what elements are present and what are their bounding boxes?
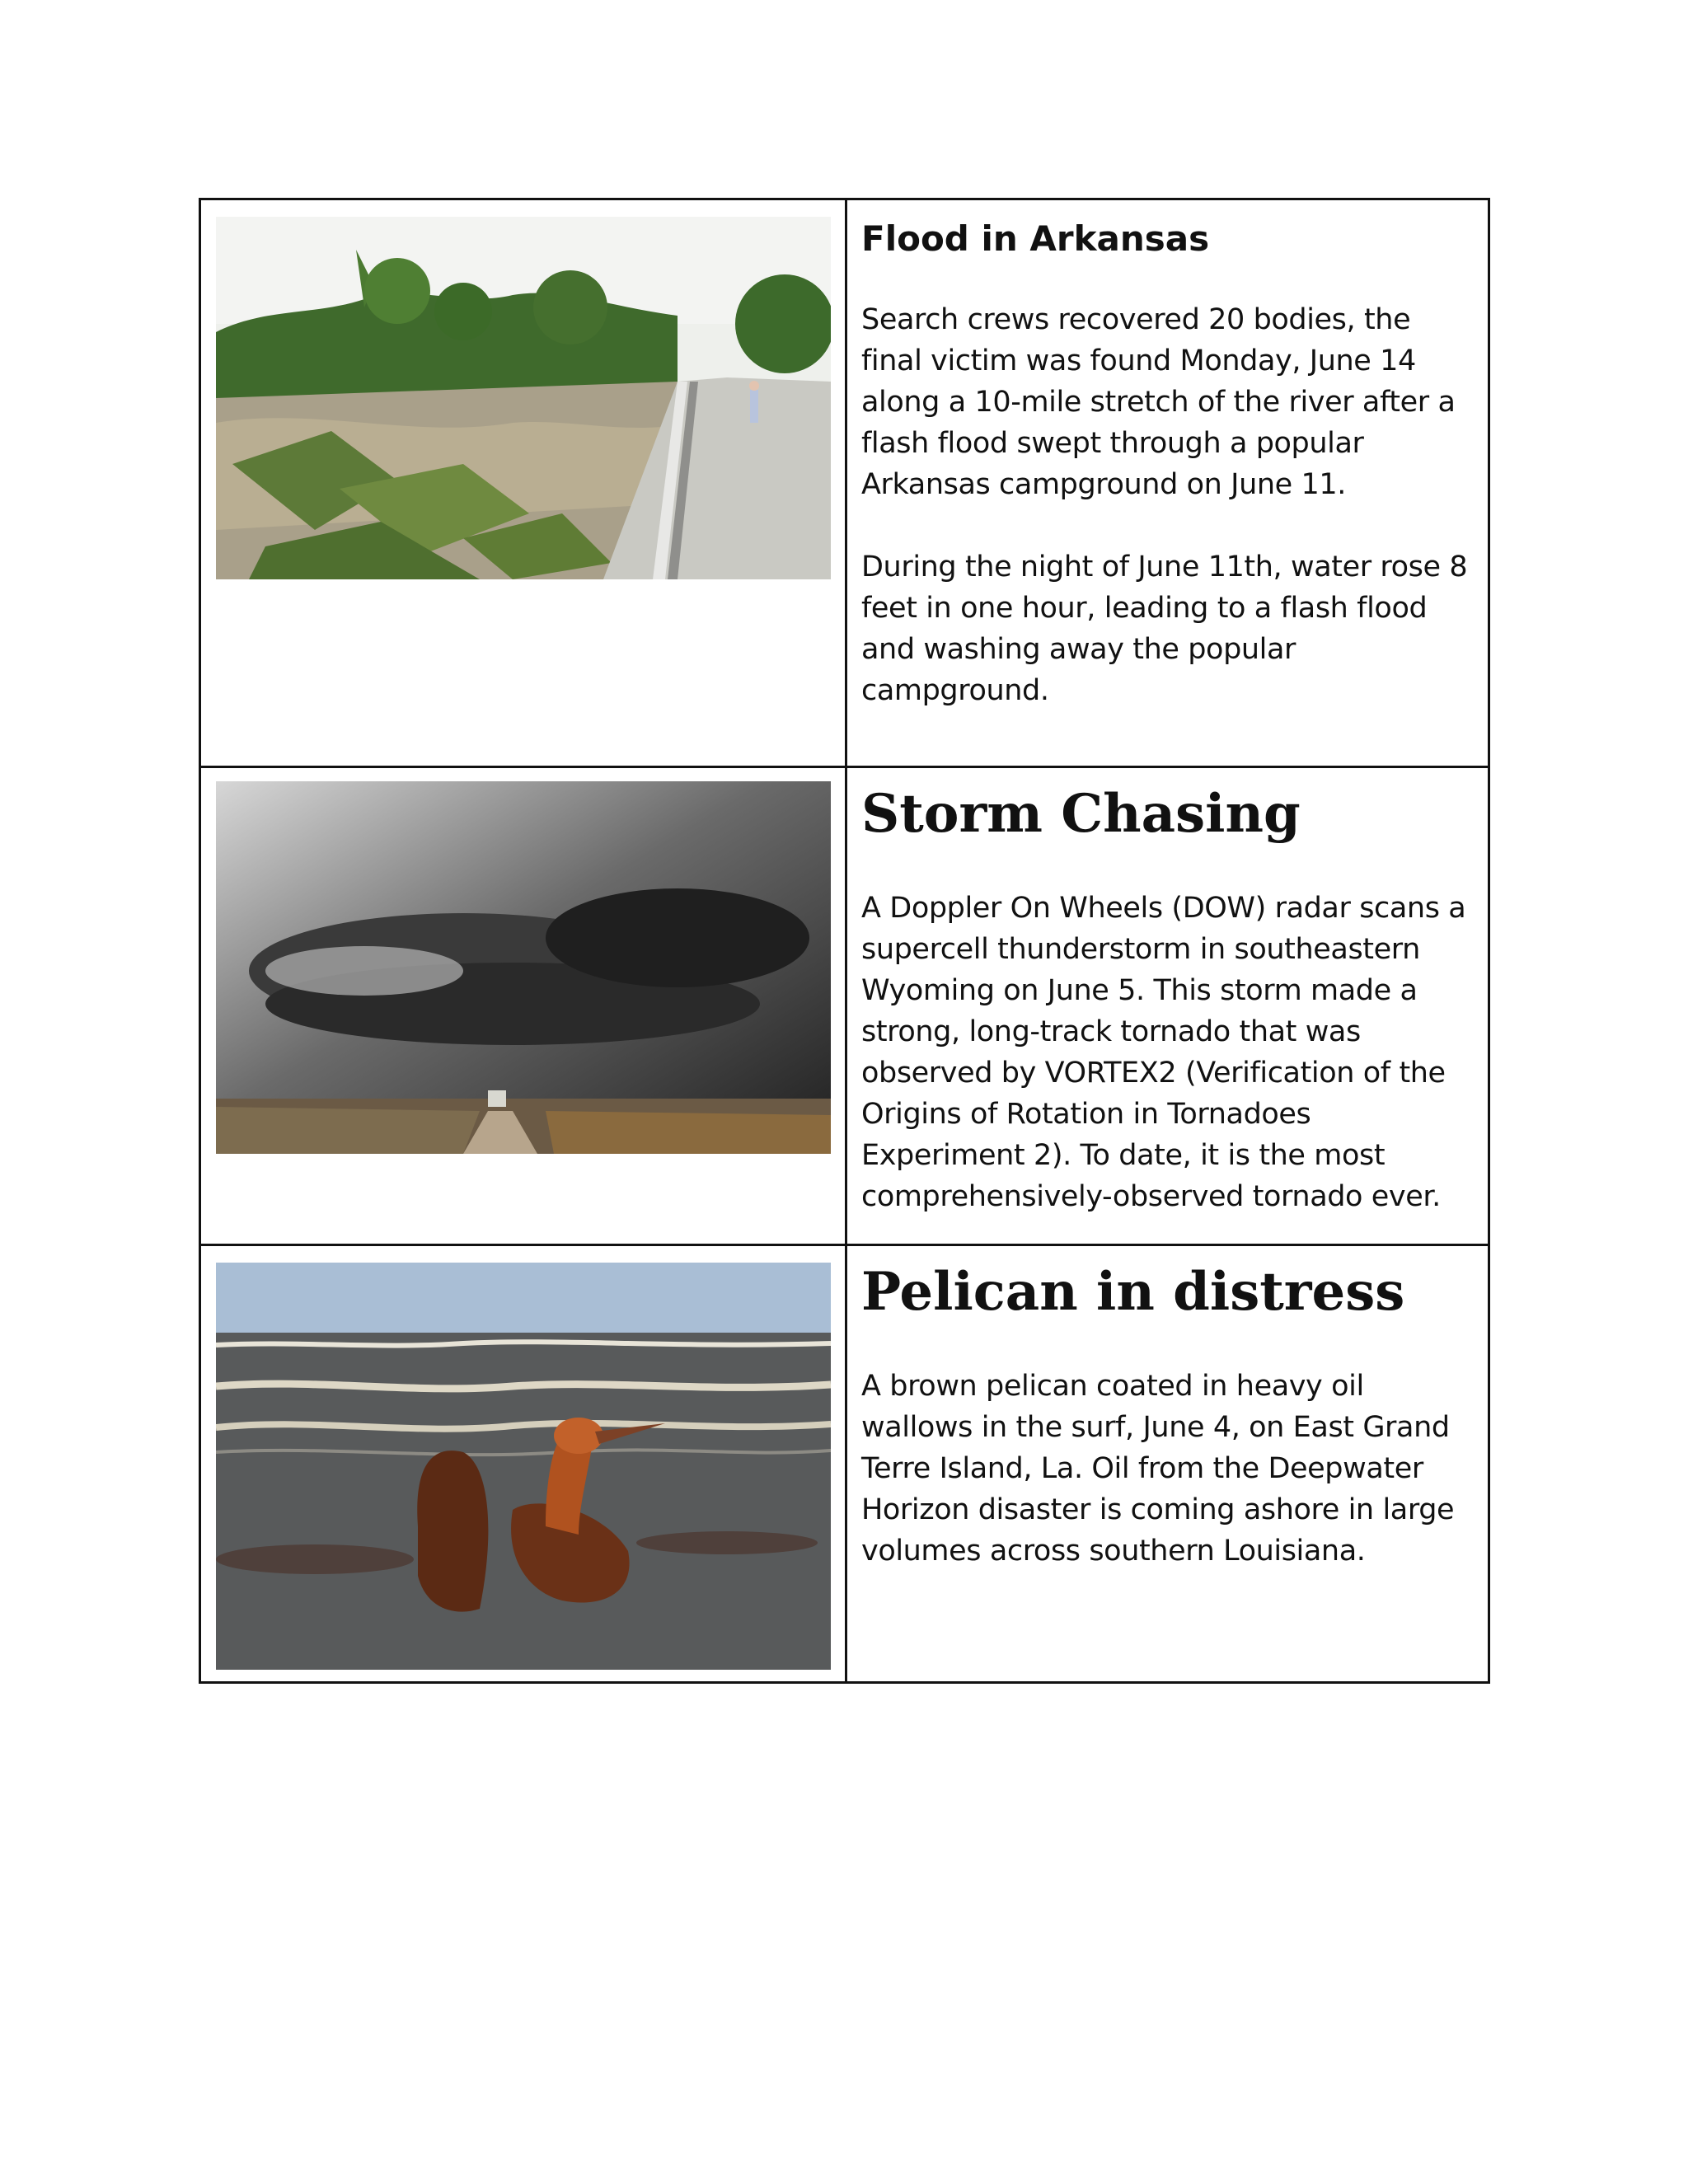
caption-title: Flood in Arkansas	[861, 218, 1210, 259]
image-cell	[200, 767, 846, 1245]
table-row	[200, 767, 1489, 1245]
caption-paragraph: A brown pelican coated in heavy oil wallows in the surf, June 4, on East Grand Terre Island, La. Oil from the Deepwater Horizon disaster is coming ashore in large volumes across southern Louisiana.	[861, 1370, 1455, 1568]
caption-paragraph: Search crews recovered 20 bodies, the final victim was found Monday, June 14 along a 10-mile stretch of the river after a flash flood swept through a popular Arkansas campground on June 11.	[861, 303, 1456, 502]
table-row	[200, 1245, 1489, 1683]
text-cell	[846, 199, 1489, 767]
table-row	[200, 199, 1489, 767]
caption-title: Storm Chasing	[861, 783, 1301, 845]
caption-title: Pelican in distress	[861, 1261, 1405, 1323]
image-cell	[200, 199, 846, 767]
caption-paragraph: During the night of June 11th, water rose 8 feet in one hour, leading to a flash flood and washing away the popular campground.	[861, 551, 1468, 708]
news-photo-table	[199, 198, 1490, 1684]
storm-photo	[216, 781, 831, 1154]
text-cell	[846, 1245, 1489, 1683]
image-cell	[200, 1245, 846, 1683]
caption-paragraph: A Doppler On Wheels (DOW) radar scans a supercell thunderstorm in southeastern Wyoming on June 5. This storm made a strong, long-track tornado that was observed by VORTEX2 (Verification of the Origins of Rotation in Tornadoes Experiment 2). To date, it is the most comprehensively-observed tornado ever.	[861, 892, 1466, 1214]
pelican-photo	[216, 1263, 831, 1670]
flood-photo	[216, 217, 831, 579]
text-cell	[846, 767, 1489, 1245]
